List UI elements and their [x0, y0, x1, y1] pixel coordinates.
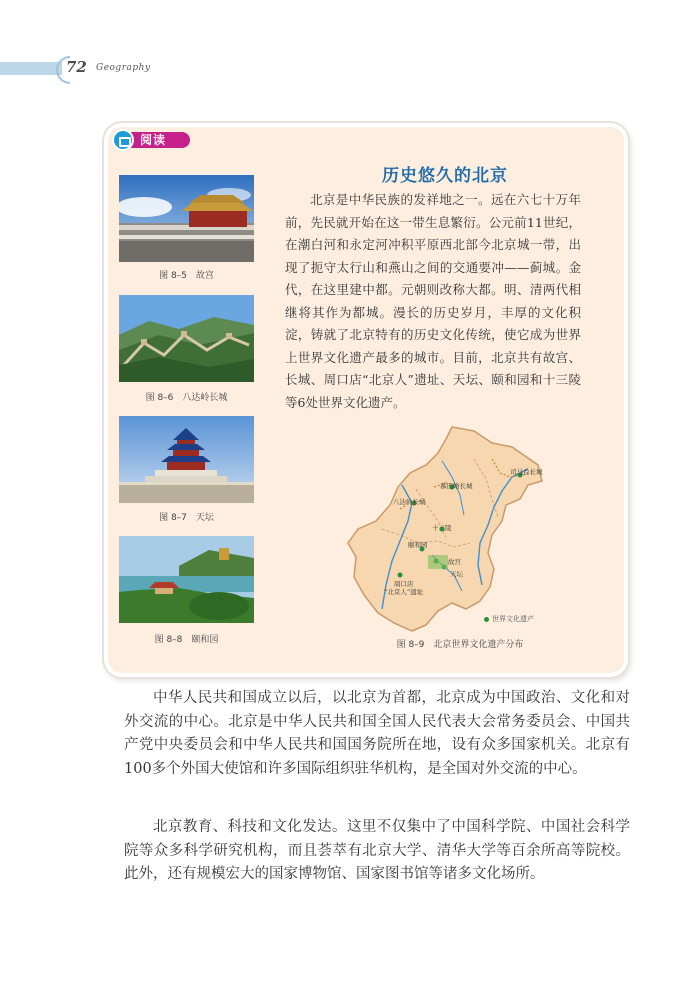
map-label-simatai: 司马台长城 [510, 468, 543, 476]
page-number: 72 [66, 58, 87, 76]
map-label-tiantan: 天坛 [450, 570, 463, 578]
map-label-zhoukoudian: 周口店 “北京人”遗址 [384, 580, 424, 596]
great-wall-photo [119, 295, 254, 382]
map-label-shisanling: 十三陵 [432, 524, 452, 532]
beijing-heritage-map [342, 425, 580, 635]
figure-caption: 图 8–7 天坛 [159, 513, 214, 523]
book-icon [112, 129, 134, 151]
legend-label: 世界文化遗产 [492, 615, 534, 623]
map-caption: 图 8–9 北京世界文化遗产分布 [396, 640, 524, 650]
reading-badge [112, 129, 192, 151]
map-label-yiheyuan: 颐和园 [408, 541, 428, 549]
map-label-gugong: 故宫 [448, 558, 461, 566]
badge-label: 阅读 [140, 133, 167, 147]
figure-caption: 图 8–6 八达岭长城 [145, 393, 228, 403]
heritage-dot-icon [484, 617, 489, 622]
figure-caption: 图 8–8 颐和园 [154, 635, 219, 645]
forbidden-city-photo [119, 175, 254, 262]
map-label-mutianyu: 慕田峪长城 [440, 482, 473, 490]
header-accent-bar [0, 62, 62, 75]
map-legend [484, 614, 534, 624]
reading-article: 北京是中华民族的发祥地之一。远在六七十万年前，先民就开始在这一带生息繁衍。公元前11世纪，在潮白河和永定河冲积平原西北部今北京城一带，出现了扼守太行山和燕山之间的交通要冲——蓟城。金代，在这里建中都。元朝则改称大都。明、清两代相继将其作为都城。漫长的历史岁月，丰厚的文化积淀，铸就了北京特有的历史文化传统，使它成为世界上世界文化遗产最多的城市。目前，北京共有故宫、长城、周口店“北京人”遗址、天坛、颐和园和十三陵等6处世界文化遗产。 [285, 192, 581, 410]
summer-palace-photo [119, 536, 254, 623]
body-paragraph: 中华人民共和国成立以后，以北京为首都，北京成为中国政治、文化和对外交流的中心。北京是中华人民共和国全国人民代表大会常务委员会、中国共产党中央委员会和中华人民共和国国务院所在地，设有众多国家机关。北京有100多个外国大使馆和许多国际组织驻华机构，是全国对外交流的中心。 [124, 690, 630, 777]
body-paragraph: 北京教育、科技和文化发达。这里不仅集中了中国科学院、中国社会科学院等众多科学研究机构，而且荟萃有北京大学、清华大学等百余所高等院校。此外，还有规模宏大的国家博物馆、国家图书馆等诸多文化场所。 [124, 819, 630, 882]
reading-title: 历史悠久的北京 [382, 166, 508, 186]
figure-caption: 图 8–5 故宫 [159, 271, 214, 281]
map-label-badaling: 八达岭长城 [393, 498, 426, 506]
temple-of-heaven-photo [119, 416, 254, 503]
page-subject: Geography [96, 63, 151, 73]
